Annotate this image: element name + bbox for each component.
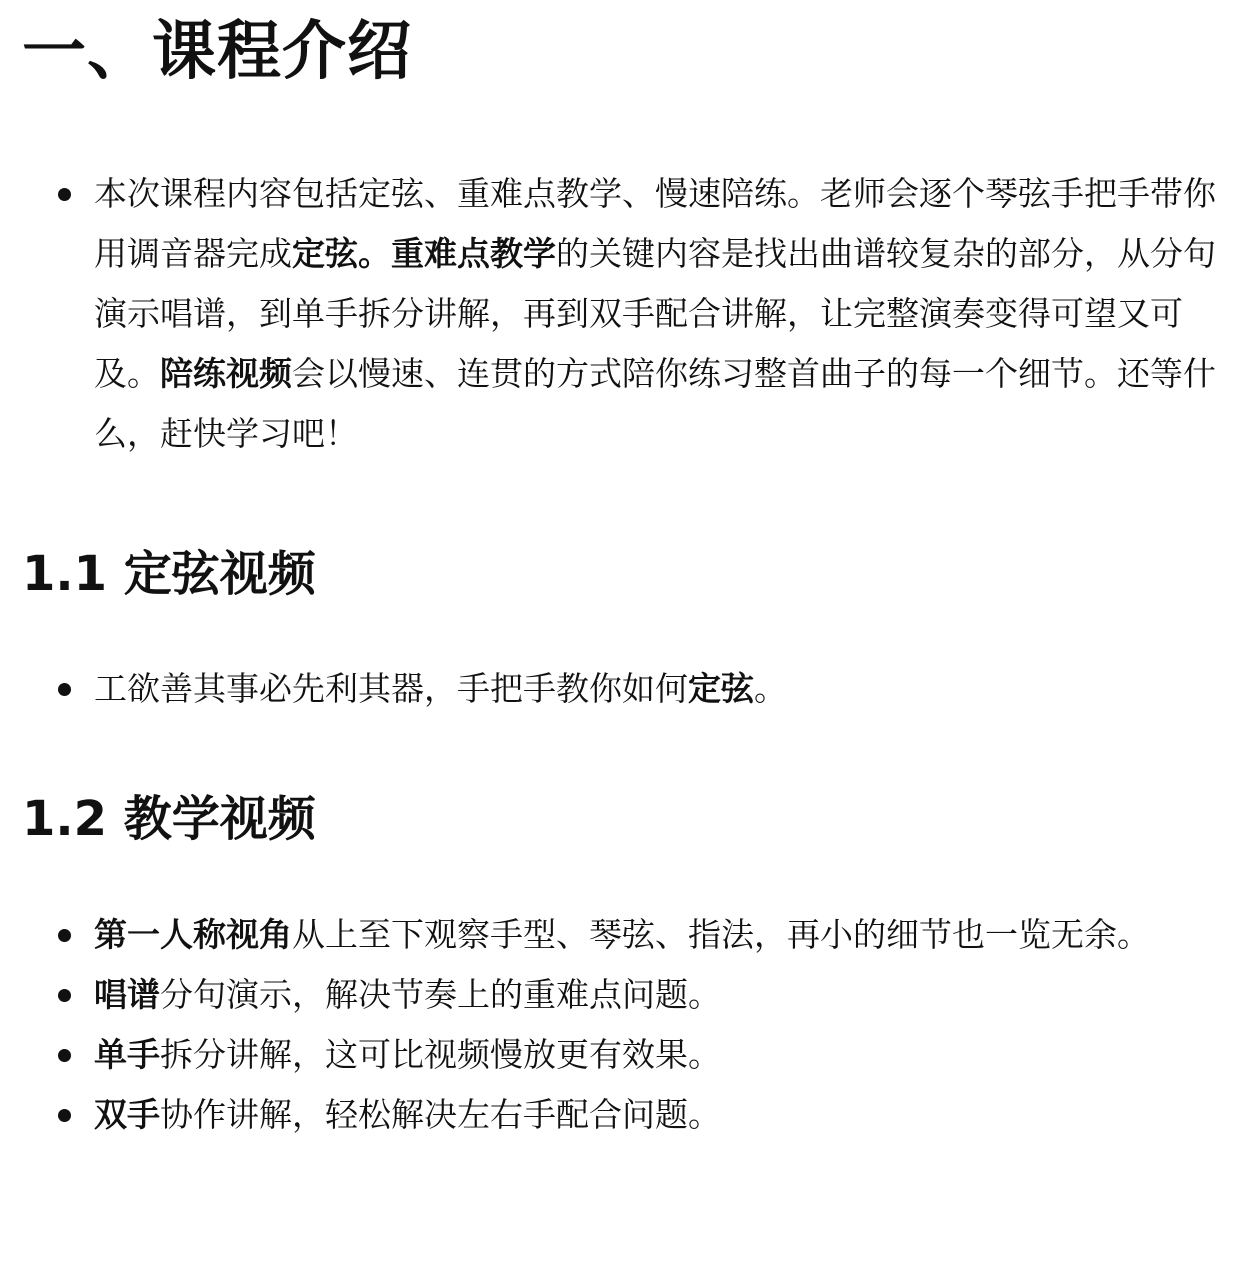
intro-text-2: 的关键内容是找出曲谱较复杂的部分，从分句演示唱谱，到单手拆分讲解，再到双手配合讲解，让完整演奏变得可望又可及。 <box>94 234 1216 393</box>
item-bold: 单手 <box>94 1035 160 1074</box>
intro-bold-3: 陪练视频 <box>160 354 292 393</box>
intro-bold-2: 重难点教学 <box>391 234 556 273</box>
item-text: 工欲善其事必先利其器，手把手教你如何 <box>94 669 688 708</box>
list-item <box>94 164 1242 464</box>
item-bold: 双手 <box>94 1095 160 1134</box>
section-1-2-list <box>22 905 1242 1145</box>
intro-bold-1: 定弦。 <box>292 234 391 273</box>
item-text: 协作讲解，轻松解决左右手配合问题。 <box>160 1095 721 1134</box>
item-text: 拆分讲解，这可比视频慢放更有效果。 <box>160 1035 721 1074</box>
page-title: 一、课程介绍 <box>22 15 412 89</box>
intro-text-1: 本次课程内容包括定弦、重难点教学、慢速陪练。老师会逐个琴弦手把手带你用调音器完成 <box>94 174 1216 273</box>
item-end: 。 <box>754 669 787 708</box>
section-title-1-1: 1.1 定弦视频 <box>22 546 316 602</box>
list-item <box>94 965 1242 1025</box>
list-item <box>94 905 1242 965</box>
item-bold: 第一人称视角 <box>94 915 292 954</box>
list-item <box>94 1025 1242 1085</box>
section-title-1-2: 1.2 教学视频 <box>22 791 316 847</box>
list-item <box>94 1085 1242 1145</box>
section-1-1-list <box>22 659 1242 719</box>
list-item <box>94 659 1242 719</box>
intro-list <box>22 164 1242 464</box>
item-text: 从上至下观察手型、琴弦、指法，再小的细节也一览无余。 <box>292 915 1150 954</box>
item-text: 分句演示，解决节奏上的重难点问题。 <box>160 975 721 1014</box>
item-bold: 唱谱 <box>94 975 160 1014</box>
intro-text-3: 会以慢速、连贯的方式陪你练习整首曲子的每一个细节。还等什么，赶快学习吧！ <box>94 354 1216 453</box>
item-bold: 定弦 <box>688 669 754 708</box>
